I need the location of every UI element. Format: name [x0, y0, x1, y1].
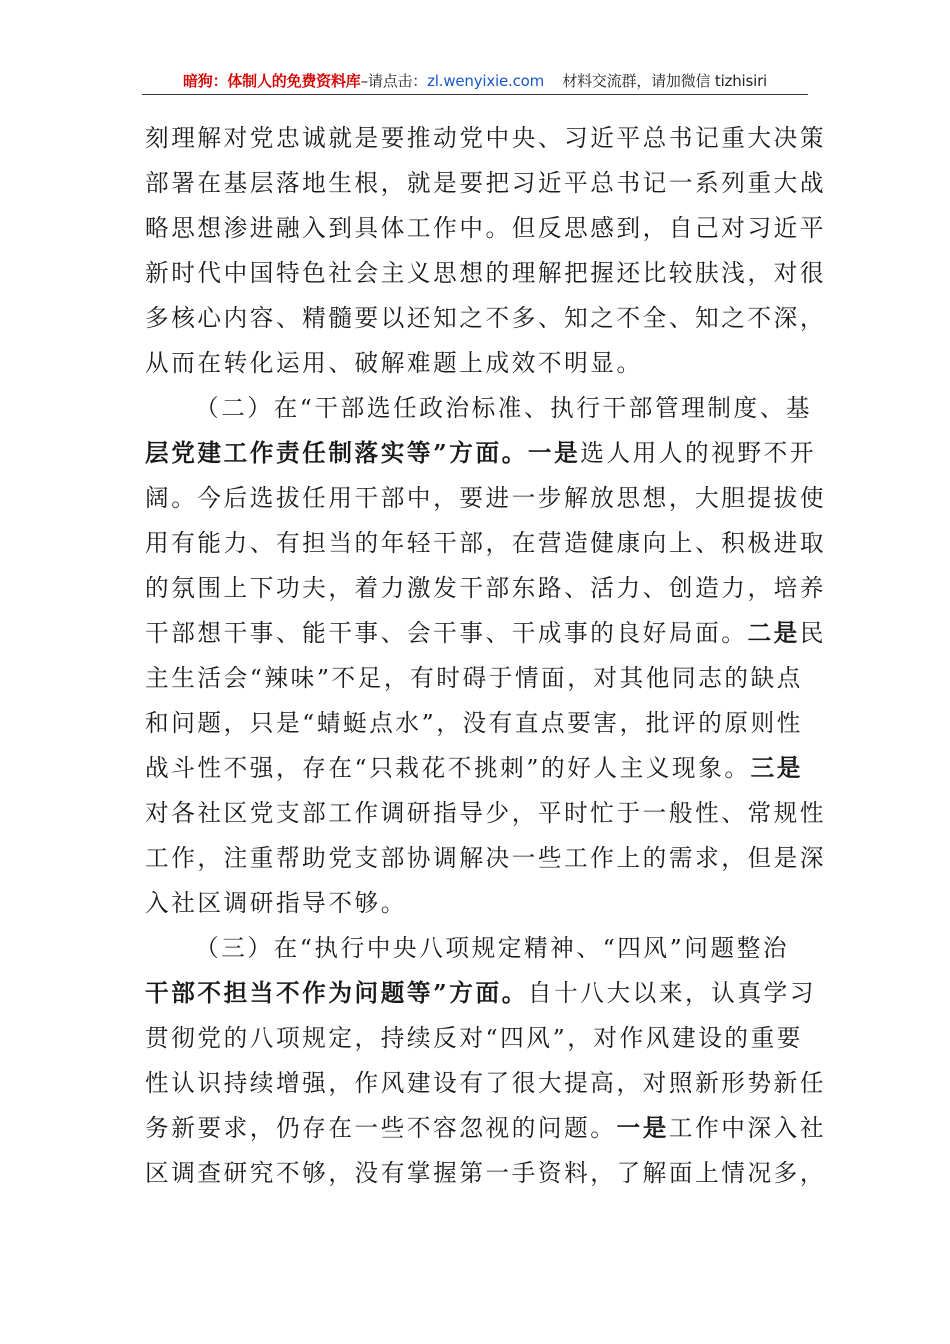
text-line: 用有能力、有担当的年轻干部，在营造健康向上、积极进取 — [145, 529, 827, 557]
text-line: （二）在“干部选任政治标准、执行干部管理制度、基 — [195, 394, 813, 422]
page-header — [142, 68, 808, 95]
paragraph-1 — [145, 116, 827, 386]
text-line: 刻理解对党忠诚就是要推动党中央、习近平总书记重大决策 — [145, 124, 827, 152]
bold-phrase: 二是 — [747, 619, 800, 647]
text-line: 新时代中国特色社会主义思想的理解把握还比较肤浅，对很 — [145, 259, 827, 287]
text-line: 阔。今后选拔任用干部中，要进一步解放思想，大胆提拔使 — [145, 484, 827, 512]
text-line: 略思想渗进融入到具体工作中。但反思感到，自己对习近平 — [145, 214, 827, 242]
paragraph-3 — [145, 926, 827, 1196]
click-prompt: –请点击： — [360, 72, 428, 90]
site-url-link[interactable]: zl.wenyixie.com — [427, 72, 545, 90]
text-line: （三）在“执行中央八项规定精神、“四风”问题整治 — [195, 934, 790, 962]
text-line: 区调查研究不够，没有掌握第一手资料，了解面上情况多， — [145, 1159, 827, 1187]
text-line: 部署在基层落地生根，就是要把习近平总书记一系列重大战 — [145, 169, 827, 197]
text-line — [145, 611, 827, 656]
text-line — [145, 971, 817, 1016]
text-span: 民 — [799, 619, 827, 647]
bold-phrase: 干部不担当不作为问题等”方面。 — [145, 979, 528, 1007]
bold-phrase: 层党建工作责任制落实等”方面。一是 — [145, 439, 581, 467]
text-line: 贯彻党的八项规定，持续反对“四风”，对作风建设的重要 — [145, 1024, 803, 1052]
text-line: 入社区调研指导不够。 — [145, 889, 407, 917]
text-line: 从而在转化运用、破解难题上成效不明显。 — [145, 349, 643, 377]
text-line: 和问题，只是“蜻蜓点水”，没有直点要害，批评的原则性 — [145, 709, 803, 737]
text-span: 干部想干事、能干事、会干事、干成事的良好局面。 — [145, 619, 748, 647]
text-line: 对各社区党支部工作调研指导少，平时忙于一般性、常规性 — [145, 799, 827, 827]
text-line: 多核心内容、精髓要以还知之不多、知之不全、知之不深， — [145, 304, 827, 332]
text-line: 性认识持续增强，作风建设有了很大提高，对照新形势新任 — [145, 1069, 827, 1097]
text-span: 战斗性不强，存在“只栽花不挑刺”的好人主义现象。 — [145, 754, 751, 782]
text-span: 工作中深入社 — [668, 1114, 827, 1142]
text-span: 自十八大以来，认真学习 — [527, 979, 817, 1007]
site-name: 暗狗：体制人的免费资料库 — [182, 72, 361, 90]
bold-phrase: 三是 — [750, 754, 803, 782]
text-line — [145, 1106, 827, 1151]
bold-phrase: 一是 — [616, 1114, 669, 1142]
text-line — [145, 431, 817, 476]
paragraph-2 — [145, 386, 827, 926]
text-line: 工作，注重帮助党支部协调解决一些工作上的需求，但是深 — [145, 844, 827, 872]
text-span: 务新要求，仍存在一些不容忽视的问题。 — [145, 1114, 617, 1142]
text-span: 选人用人的视野不开 — [580, 439, 817, 467]
text-line — [145, 746, 813, 791]
document-body — [145, 116, 827, 1196]
text-line: 主生活会“辣味”不足，有时碍于情面，对其他同志的缺点 — [145, 664, 803, 692]
wechat-note: 材料交流群，请加微信 tizhisiri — [562, 72, 768, 90]
text-line: 的氛围上下功夫，着力激发干部东路、活力、创造力，培养 — [145, 574, 827, 602]
